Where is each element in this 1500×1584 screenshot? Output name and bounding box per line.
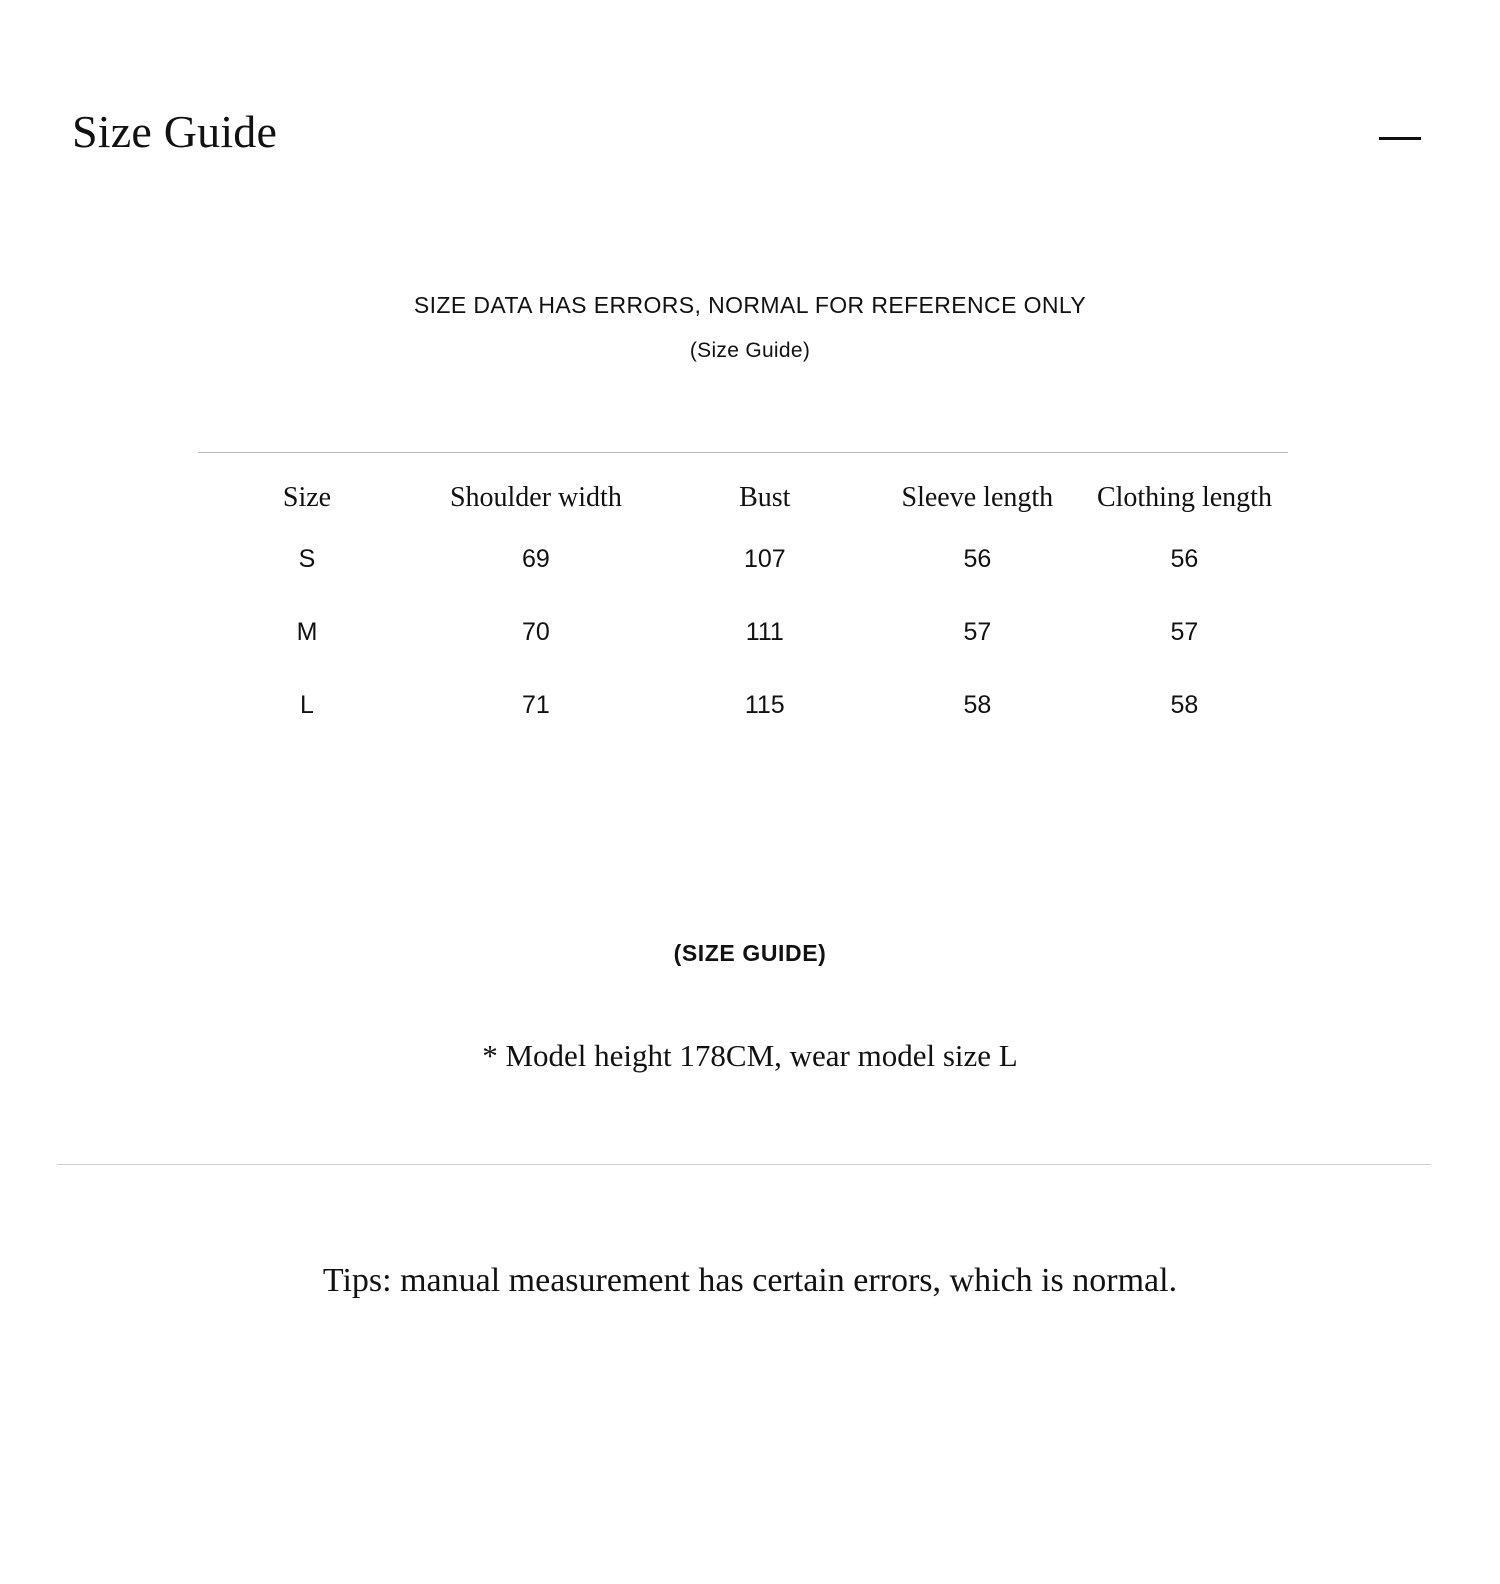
column-header-sleeve-length: Sleeve length xyxy=(874,453,1081,535)
section-divider xyxy=(57,1164,1431,1165)
cell-size: S xyxy=(298,544,316,573)
cell-sleeve: 56 xyxy=(963,544,992,573)
size-notice-primary: SIZE DATA HAS ERRORS, NORMAL FOR REFERENCE ONLY xyxy=(413,292,1087,318)
table-row xyxy=(198,669,1288,742)
column-header-bust: Bust xyxy=(656,453,874,535)
table-row xyxy=(198,596,1288,669)
panel-header xyxy=(72,108,1428,198)
size-guide-subcaption: (SIZE GUIDE) xyxy=(673,940,827,966)
measurement-tips: Tips: manual measurement has certain errors, which is normal. xyxy=(322,1262,1178,1299)
cell-shoulder: 69 xyxy=(521,544,550,573)
column-header-clothing-length: Clothing length xyxy=(1081,453,1288,535)
cell-bust: 111 xyxy=(745,617,784,646)
cell-size: L xyxy=(300,690,314,719)
cell-shoulder: 70 xyxy=(521,617,550,646)
cell-sleeve: 57 xyxy=(963,617,992,646)
column-header-shoulder-width: Shoulder width xyxy=(416,453,656,535)
minimize-bar xyxy=(1379,137,1421,140)
cell-clothing: 56 xyxy=(1170,544,1199,573)
page-title: Size Guide xyxy=(72,106,278,157)
table-header-row xyxy=(198,453,1288,535)
cell-shoulder: 71 xyxy=(521,690,550,719)
table-row xyxy=(198,535,1288,596)
cell-size: M xyxy=(296,617,318,646)
cell-bust: 115 xyxy=(744,690,785,719)
cell-clothing: 57 xyxy=(1170,617,1199,646)
cell-bust: 107 xyxy=(743,544,786,573)
size-notice-secondary: (Size Guide) xyxy=(689,339,811,362)
size-notice xyxy=(0,292,1500,363)
cell-clothing: 58 xyxy=(1170,690,1199,719)
size-table-body xyxy=(198,535,1288,742)
column-header-size: Size xyxy=(198,453,416,535)
size-table xyxy=(198,452,1288,742)
cell-sleeve: 58 xyxy=(963,690,992,719)
size-table-container xyxy=(198,452,1288,742)
size-table-head xyxy=(198,453,1288,535)
model-height-note: * Model height 178CM, wear model size L xyxy=(482,1038,1018,1073)
minimize-icon[interactable] xyxy=(1372,118,1428,158)
